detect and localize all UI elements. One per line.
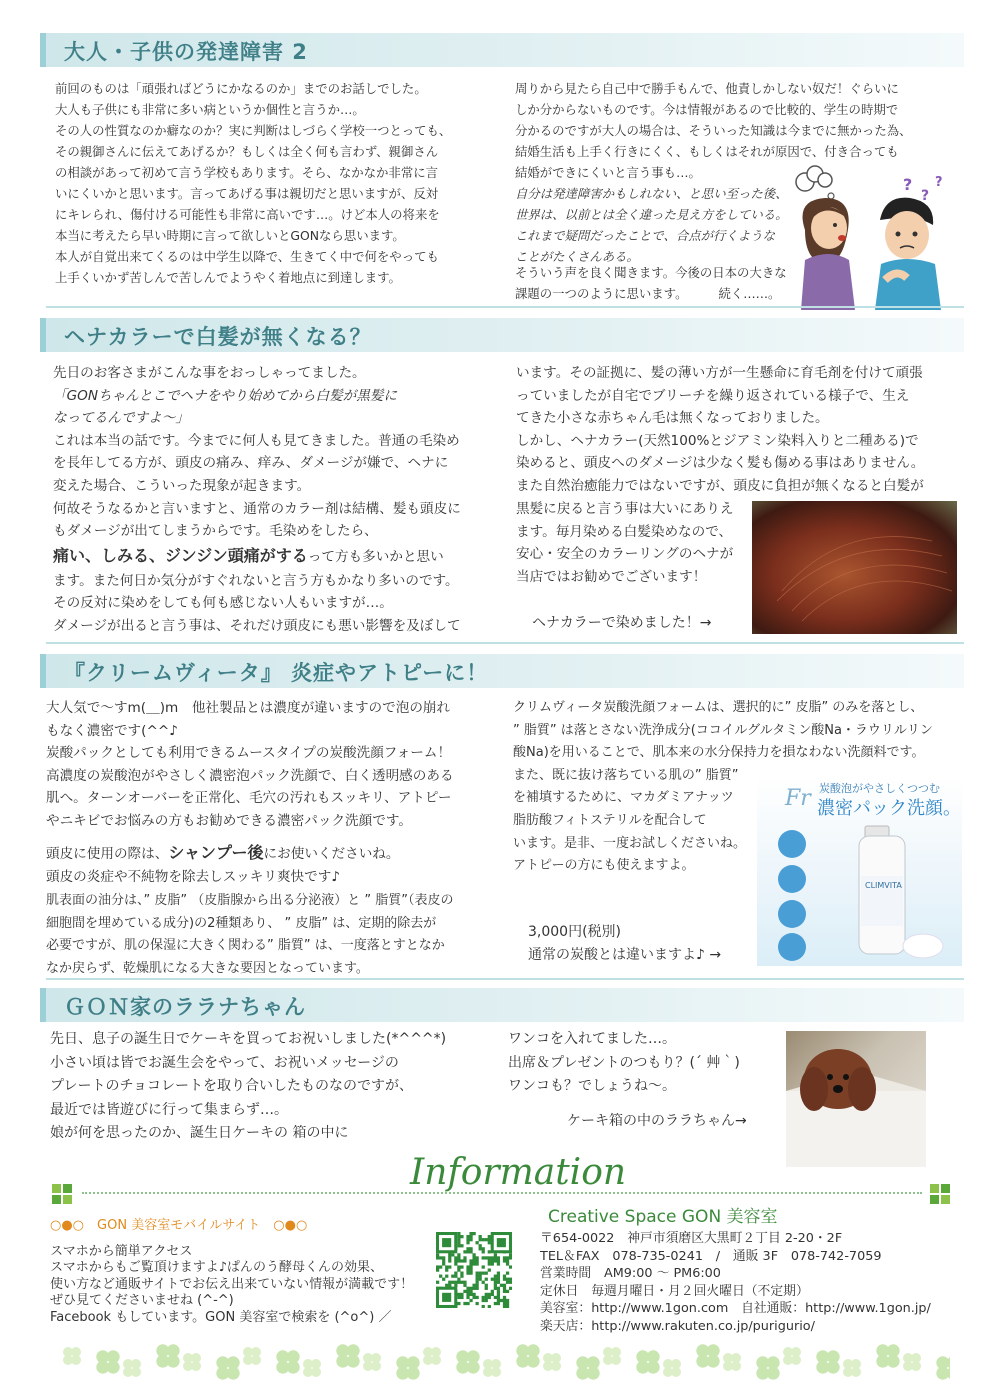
man-figure [875, 198, 941, 310]
text-line: 結婚生活も上手く行きにくく、もしくはそれが原因で、付き合っても [515, 144, 899, 159]
feature-bubble-icon [778, 830, 806, 961]
clover-square-icon [52, 1184, 72, 1204]
text-line: 必要ですが、肌の保湿に大きく関わる” 脂質” は、一度落とすとなか [46, 938, 445, 954]
text-line: やニキビでお悩みの方もお勧めできる濃密パック洗顔です。 [46, 812, 412, 829]
section-header-henna [46, 316, 964, 352]
text-line: 分かるのですが大人の場合は、そういった知識は今までに無かった為、 [515, 123, 912, 138]
text-line: 大人も子供にも非常に多い病というか個性と言うか…。 [55, 102, 365, 117]
section-header-dog [46, 986, 964, 1022]
price-block [528, 921, 721, 966]
henna-photo-caption: ヘナカラーで染めました！→ [532, 615, 712, 631]
article-body-right [508, 1028, 740, 1099]
text-line: 課題の一つのように思います。 続く……。 [515, 286, 781, 301]
product-logo-icon: Fr [785, 786, 811, 811]
text-line: 結婚ができにくいと言う事も…。 [515, 165, 701, 180]
article-body-left-oils [46, 890, 453, 980]
confused-people-illustration [785, 160, 955, 310]
svg-text:?: ? [903, 175, 913, 194]
section-header-development [46, 31, 964, 67]
text-line: なってるんですよ〜」 [53, 410, 189, 427]
text-line: また自然治癒能力ではないですが、頭皮に負担が無くなると白髪が [516, 477, 924, 494]
text-line: これは本当の話です。今までに何人も見てきました。普通の毛染め [53, 432, 460, 449]
text-line: ダメージが出ると言う事は、それだけ頭皮にも悪い影響を及ぼして [53, 617, 461, 634]
text-line: の相談があって初めて言う学校もあります。そら、なかなか非常に言 [55, 165, 438, 180]
text-line: にキレられ、傷付ける可能性も非常に高いです…。けど本人の将来を [55, 207, 440, 222]
text-line: います。是非、一度お試しくださいね。 [513, 835, 746, 851]
article-body-right-continued [516, 498, 734, 588]
text-line: ワンコを入れてました…。 [508, 1031, 676, 1047]
text-line: ” 脂質” は落とさない洗浄成分(ココイルグルタミン酸Na・ラウリルリン [513, 722, 933, 738]
text-line: もなく濃密です(^^♪ [46, 722, 178, 739]
text-line: 楽天店：http://www.rakuten.co.jp/purigurio/ [540, 1318, 815, 1334]
text-line: います。その証拠に、髪の薄い方が一生懸命に育毛剤を付けて頑張 [516, 365, 923, 381]
text-line: 〒654-0022 神戸市須磨区大黒町２丁目 2-20・2F [540, 1231, 843, 1246]
text-line: プレートのチョコレートを取り合いしたものなのですが、 [50, 1078, 414, 1095]
text-line: 黒髪に戻ると言う事は大いにありえ [516, 501, 734, 517]
text-line: TEL＆FAX 078-735-0241 / 通販 3F 078-742-7059 [540, 1248, 882, 1264]
text-line: 安心・安全のカラーリングのヘナが [516, 546, 734, 563]
text-line: しかし、ヘナカラー(天然100%とジアミン染料入りと二種ある)で [516, 432, 919, 449]
text-line: 世界は、以前とは全く違った見え方をしている。 [515, 207, 788, 222]
text-line: 肌へ。ターンオーバーを正常化、毛穴の汚れもスッキリ、アトピー [46, 790, 452, 807]
text-line: スマホからもご覧頂けますよ♪ぱんのう酵母くんの効果、 [50, 1260, 384, 1276]
text-line: いにくいかと思います。言ってあげる事は親切だと思いますが、反対 [55, 186, 439, 201]
text-line: 高濃度の炭酸泡がやさしく濃密泡パック洗顔で、白く透明感のある [46, 767, 454, 784]
header-accent-bar [40, 33, 46, 67]
text-line: 酸Na)を用いることで、肌本来の水分保持力を損なわない洗顔料です。 [513, 745, 925, 761]
text-line: ます。毎月染める白髪染めなので、 [516, 523, 733, 540]
quote-block [515, 183, 788, 267]
text-line: クリムヴィータ炭酸洗顔フォームは、選択的に” 皮脂” のみを落とし、 [513, 700, 924, 715]
text-line: 使い方など通販サイトでお伝え出来ていない情報が満載です！ [50, 1276, 414, 1292]
text-line: 小さい頃は皆でお誕生会をやって、お祝いメッセージの [50, 1054, 399, 1071]
dog-in-cake-box-photo [786, 1031, 926, 1167]
text-line: スマホから簡単アクセス [50, 1244, 193, 1259]
header-accent-bar [40, 988, 46, 1022]
text-line: 美容室：http://www.1gon.com 自社通販：http://www.1gon.jp/ [540, 1301, 931, 1317]
text-line: これまで疑問だったことで、合点が行くような [515, 228, 775, 243]
foam-puff-icon [903, 934, 943, 958]
text-line: なか戻らず、乾燥肌になる大きな要因となっています。 [46, 960, 369, 976]
section-title: ＧＯＮ家のララナちゃん [64, 995, 306, 1019]
info-title: Information [410, 1152, 627, 1193]
text-line: Facebook もしています。GON 美容室で検索を (^o^) ／ [50, 1309, 392, 1325]
emphasis-line: 痛い、しみる、ジンジン頭痛がするって方も多いかと思い [53, 545, 444, 565]
article-body-right [516, 362, 924, 498]
text-line: その反対に染めをしても何も感じない人もいますが…。 [53, 595, 393, 612]
article-conclusion [515, 262, 787, 304]
henna-hair-photo [752, 501, 957, 634]
section-title: 『クリームヴィータ』 炎症やアトピーに！ [64, 661, 489, 685]
text-line: を長年してる方が、頭皮の痛み、痒み、ダメージが嫌で、ヘナに [53, 455, 449, 472]
woman-figure [801, 198, 855, 310]
text-line: もダメージが出てしまうからです。毛染めをしたら、 [53, 523, 378, 540]
info-divider-dots [82, 1192, 922, 1194]
text-line: を補填するために、マカダミアナッツ [513, 790, 734, 806]
clover-border [60, 1334, 950, 1384]
section-divider [46, 306, 964, 308]
text-line: 先日、息子の誕生日でケーキを買ってお祝いしました(*^^^*) [50, 1031, 447, 1047]
text-line: アトピーの方にも使えますよ。 [513, 858, 695, 874]
mobile-site-heading: ○●○ GON 美容室モバイルサイト ○●○ [50, 1218, 308, 1233]
text-line: 当店ではお勧めでございます！ [516, 568, 707, 585]
text-line: また、既に抜け落ちている肌の” 脂質” [513, 767, 739, 783]
qr-code[interactable] [436, 1232, 512, 1308]
text-line: 自分は発達障害かもしれない、と思い至った後、 [515, 186, 788, 201]
dog-photo-caption: ケーキ箱の中のララちゃん→ [567, 1113, 747, 1129]
product-title: 濃密パック洗顔。 [817, 798, 961, 819]
text-line: 先日のお客さまがこんな事をおっしゃってました。 [53, 365, 366, 381]
article-body-left [50, 1028, 446, 1146]
text-line: 変えた場合、こういった現象が起きます。 [53, 477, 311, 494]
text-line: 細胞間を埋めている成分)の2種類あり、 ” 皮脂” は、定期的除去が [46, 915, 437, 931]
text-line: そういう声を良く聞きます。今後の日本の大きな [515, 265, 787, 280]
product-price: 3,000円(税別) [528, 924, 622, 940]
product-ad [757, 776, 962, 966]
text-line: 営業時間 AM9:00 〜 PM6:00 [540, 1266, 721, 1282]
header-accent-bar [40, 318, 46, 352]
text-line: 炭酸パックとしても利用できるムースタイプの炭酸洗顔フォーム！ [46, 745, 452, 762]
shop-name: Creative Space GON 美容室 [548, 1207, 778, 1227]
text-line: 本人が自覚出来てくるのは中学生以降で、生きてく中で何をやっても [55, 249, 439, 264]
text-line: 頭皮の炎症や不純物を除去しスッキリ爽快です♪ [46, 869, 341, 885]
text-line: てきた小さな赤ちゃん毛は無くなっておりました。 [516, 410, 829, 427]
svg-text:?: ? [921, 188, 930, 204]
header-accent-bar [40, 654, 46, 688]
text-line: ます。また何日か気分がすぐれないと言う方もかなり多いのです。 [53, 572, 459, 589]
product-tagline: 炭酸泡がやさしくつつむ [819, 782, 940, 795]
mobile-site-description [50, 1244, 413, 1326]
text-line: ことがたくさんある。 [515, 249, 639, 264]
bottle-brand: CLIMVITA [865, 881, 902, 890]
section-header-cream-vita [46, 652, 964, 688]
text-line: っていましたが自宅でブリーチを繰り返されている様子で、生え [516, 387, 910, 404]
svg-text:?: ? [935, 175, 943, 190]
text-line: 出席＆プレゼントのつもり？(´ 艸｀) [508, 1054, 740, 1071]
text-line: その人の性質なのか癖なのか？実に判断はしづらく学校一つとっても、 [55, 123, 452, 138]
text-line: 定休日 毎週月曜日・月２回火曜日（不定期） [540, 1283, 809, 1299]
text-line: 「GONちゃんとこでヘナをやり始めてから白髪が黒髪に [53, 387, 398, 404]
text-line: 上手くいかず苦しんで苦しんでようやく着地点に到達します。 [55, 270, 401, 285]
section-divider [46, 978, 964, 980]
text-line: ワンコも？でしょうね〜。 [508, 1078, 676, 1095]
text-line: 肌表面の油分は、” 皮脂” （皮脂腺から出る分泌液）と ” 脂質”（表皮の [46, 893, 454, 908]
section-title: 大人・子供の発達障害 2 [64, 40, 308, 64]
section-divider [46, 642, 964, 644]
thinking-cloud-icon [796, 166, 834, 199]
article-body-left-scalp [46, 866, 340, 889]
article-body-left [46, 697, 454, 833]
scalp-usage-line: 頭皮に使用の際は、シャンプー後にお使いくださいね。 [46, 843, 400, 862]
text-line: その親御さんに伝えてあげるか？もしくは全く何も言わず、親御さん [55, 144, 439, 159]
clover-square-icon [930, 1184, 950, 1204]
text-line: しか分からないものです。今は情報があるので比較的、学生の時期で [515, 102, 899, 117]
text-line: 娘が何を思ったのか、誕生日ケーキの 箱の中に [50, 1125, 349, 1142]
text-line: 何故そうなるかと言いますと、通常のカラー剤は結構、髪も頭皮に [53, 500, 461, 517]
text-line: 脂肪酸フィトステリルを配合して [513, 812, 707, 828]
foam-bottle-icon [859, 826, 905, 954]
text-line: 周りから見たら自己中で勝手もんで、他責しかしない奴だ！ぐらいに [515, 81, 899, 96]
text-line: 本当に考えたら早い時期に言って欲しいとGONなら思います。 [55, 228, 405, 243]
text-line: 染めると、頭皮へのダメージは少なく髪も傷める事はありません。 [516, 455, 925, 472]
text-line: 前回のものは「頑張ればどうにかなるのか」までのお話しでした。 [55, 81, 427, 96]
product-price-note: 通常の炭酸とは違いますよ♪ → [528, 946, 722, 963]
article-body-left [53, 362, 461, 638]
text-line: 最近では皆遊びに行って集まらず…。 [50, 1101, 288, 1118]
article-body-left [55, 78, 451, 288]
section-title: ヘナカラーで白髪が無くなる？ [64, 325, 372, 349]
text-line: 大人気で〜すm(＿)m 他社製品とは濃度が違いますので泡の崩れ [46, 700, 451, 716]
shop-details [540, 1230, 931, 1336]
text-line: ぜひ見てくださいませね (^-^) [50, 1293, 234, 1309]
